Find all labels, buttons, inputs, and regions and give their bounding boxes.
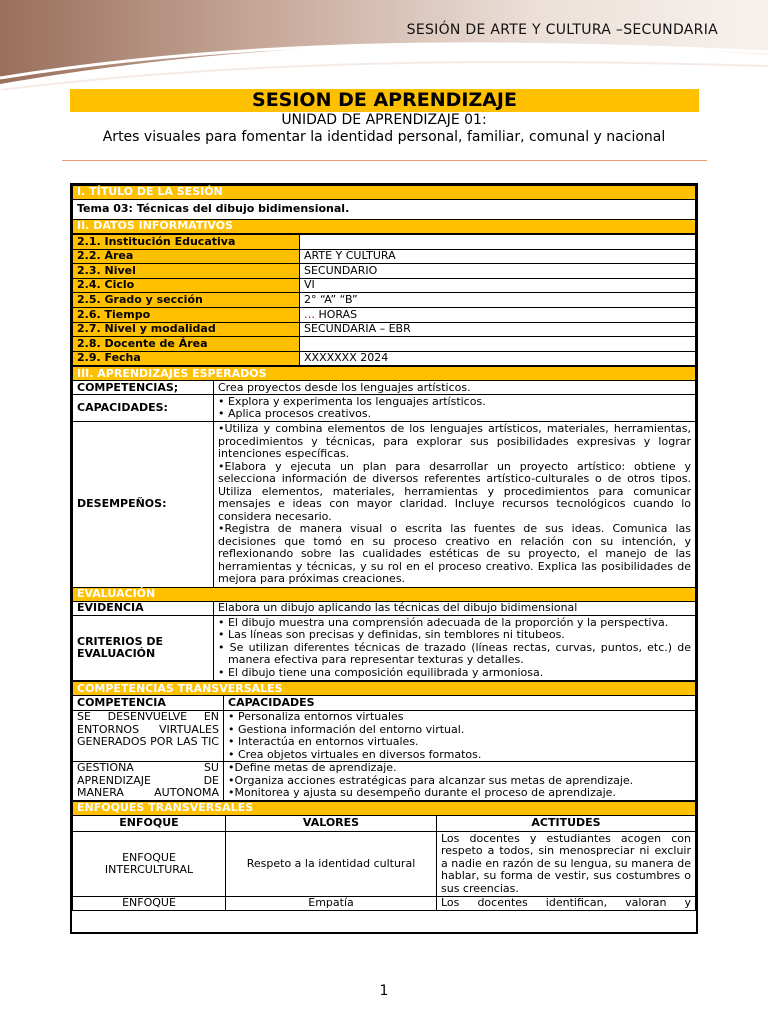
datos-label: 2.1. Institución Educativa — [73, 235, 300, 250]
table-row — [73, 897, 696, 911]
datos-value: SECUNDARIA – EBR — [300, 322, 696, 337]
enfoques-table — [72, 801, 696, 911]
unit-title: UNIDAD DE APRENDIZAJE 01: — [281, 112, 487, 128]
datos-row — [73, 264, 696, 279]
capacidades-cell — [224, 762, 696, 801]
datos-label: 2.8. Docente de Área — [73, 337, 300, 352]
aprendizajes-table — [72, 366, 696, 681]
datos-label: 2.9. Fecha — [73, 351, 300, 366]
criterio-item: • El dibujo tiene una composición equilibrada y armoniosa. — [218, 665, 544, 679]
capacidades-label: CAPACIDADES: — [73, 395, 214, 422]
datos-value — [300, 307, 696, 322]
datos-label: 2.5. Grado y sección — [73, 293, 300, 308]
desempeno-item: •Registra de manera visual o escrita las fuentes de sus ideas. Comunica las decisiones que tomó en su proceso creativo en relación con su intención, y reflexionando sobre las cualidades estéticas de su proyecto, el manejo de las herramientas y técnicas, y su rol en el proceso creativo. Explica las posibilidades de mejora para próximas creaciones. — [218, 522, 691, 586]
capacidades-cell — [224, 711, 696, 762]
datos-row — [73, 351, 696, 366]
criterio-item: • Las líneas son precisas y definidas, sin temblores ni titubeos. — [218, 628, 565, 642]
header-band — [0, 0, 768, 90]
col-header-enfoque: ENFOQUE — [73, 815, 226, 831]
competencias-transversales-table — [72, 681, 696, 801]
datos-row — [73, 249, 696, 264]
criterios-label: CRITERIOS DE EVALUACIÓN — [73, 615, 214, 681]
desempenos-value — [214, 422, 696, 588]
competencia-cell: SE DESENVUELVE EN ENTORNOS VIRTUALES GENERADOS POR LAS TIC — [73, 711, 224, 762]
datos-row — [73, 307, 696, 322]
enfoque-cell: ENFOQUE — [73, 897, 226, 911]
datos-row — [73, 278, 696, 293]
col-header-competencia: COMPETENCIA — [73, 696, 224, 711]
capacidad-item: •Organiza acciones estratégicas para alcanzar sus metas de aprendizaje. — [228, 773, 634, 787]
capacidad-item: • Interactúa en entornos virtuales. — [228, 735, 419, 749]
table-row — [73, 762, 696, 801]
header-swoosh-graphic — [0, 0, 768, 90]
capacidad-item: •Define metas de aprendizaje. — [228, 761, 397, 775]
criterios-value — [214, 615, 696, 681]
col-header-actitudes: ACTITUDES — [437, 815, 696, 831]
table-row — [73, 831, 696, 897]
section-heading-aprendizajes: III. APRENDIZAJES ESPERADOS — [73, 367, 696, 381]
header-title: SESIÓN DE ARTE Y CULTURA –SECUNDARIA — [406, 22, 718, 38]
datos-row — [73, 293, 696, 308]
capacidad-item: • Crea objetos virtuales en diversos formatos. — [228, 747, 482, 761]
separator-line — [62, 160, 707, 161]
datos-label: 2.7. Nivel y modalidad — [73, 322, 300, 337]
section-heading-evaluacion: EVALUACIÓN — [73, 587, 696, 601]
section-heading-comp-transversales: COMPETENCIAS TRANSVERSALES — [73, 682, 696, 696]
session-form — [70, 183, 698, 934]
actitudes-cell: Los docentes identifican, valoran y — [437, 897, 696, 911]
valores-cell: Empatía — [226, 897, 437, 911]
section-title-table — [72, 185, 696, 234]
desempeno-item: •Utiliza y combina elementos de los lenguajes artísticos, materiales, herramientas, procedimientos y técnicas, para explorar sus posibilidades expresivas y lograr intenciones específicas. — [218, 422, 691, 461]
time-unit: HORAS — [315, 307, 358, 321]
time-placeholder-dots: … — [304, 307, 315, 321]
datos-value: ARTE Y CULTURA — [300, 249, 696, 264]
datos-table — [72, 234, 696, 366]
col-header-valores: VALORES — [226, 815, 437, 831]
evidencia-label: EVIDENCIA — [73, 601, 214, 615]
evidencia-value: Elabora un dibujo aplicando las técnicas del dibujo bidimensional — [214, 601, 696, 615]
datos-value: SECUNDARIO — [300, 264, 696, 279]
competencias-label: COMPETENCIAS; — [73, 381, 214, 395]
actitudes-cell: Los docentes y estudiantes acogen con respeto a todos, sin menospreciar ni excluir a nadie en razón de su lengua, su manera de hablar, su forma de vestir, sus costumbres o sus creencias. — [437, 831, 696, 897]
datos-value — [300, 337, 696, 352]
datos-value: XXXXXXX 2024 — [300, 351, 696, 366]
capacidad-item: • Explora y experimenta los lenguajes artísticos. — [218, 394, 486, 408]
valores-cell: Respeto a la identidad cultural — [226, 831, 437, 897]
section-heading-enfoques: ENFOQUES TRANSVERSALES — [73, 801, 696, 815]
page-title: SESION DE APRENDIZAJE — [70, 89, 699, 112]
datos-value: VI — [300, 278, 696, 293]
datos-row — [73, 322, 696, 337]
datos-label: 2.4. Ciclo — [73, 278, 300, 293]
section-heading-datos: II. DATOS INFORMATIVOS — [73, 220, 696, 234]
datos-label: 2.2. Área — [73, 249, 300, 264]
table-row — [73, 711, 696, 762]
criterio-item: • El dibujo muestra una comprensión adecuada de la proporción y la perspectiva. — [218, 615, 669, 629]
datos-value — [300, 235, 696, 250]
unit-subtitle: Artes visuales para fomentar la identidad personal, familiar, comunal y nacional — [102, 129, 666, 145]
datos-row — [73, 337, 696, 352]
datos-value: 2° “A” “B” — [300, 293, 696, 308]
capacidades-value — [214, 395, 696, 422]
page-number: 1 — [379, 983, 389, 999]
enfoque-cell: ENFOQUE INTERCULTURAL — [73, 831, 226, 897]
desempeno-item: •Elabora y ejecuta un plan para desarrollar un proyecto artístico: obtiene y selecciona información de diversos referentes artístico-culturales o de otros tipos. Utiliza elementos, materiales, herramientas y procedimientos para comunicar mensajes e ideas con mayor claridad. Incluye recursos tecnológicos cuando lo considera necesario. — [218, 459, 691, 523]
datos-label: 2.6. Tiempo — [73, 307, 300, 322]
datos-label: 2.3. Nivel — [73, 264, 300, 279]
section-heading-title: I. TÍTULO DE LA SESIÓN — [73, 186, 696, 200]
capacidad-item: •Monitorea y ajusta su desempeño durante el proceso de aprendizaje. — [228, 786, 616, 800]
datos-row — [73, 235, 696, 250]
tema-text: Tema 03: Técnicas del dibujo bidimensional. — [73, 200, 696, 220]
competencia-cell: GESTIONA SU APRENDIZAJE DE MANERA AUTONOMA — [73, 762, 224, 801]
capacidad-item: • Aplica procesos creativos. — [218, 407, 372, 421]
competencias-value: Crea proyectos desde los lenguajes artísticos. — [214, 381, 696, 395]
col-header-capacidades: CAPACIDADES — [224, 696, 696, 711]
desempenos-label: DESEMPEÑOS: — [73, 422, 214, 588]
criterio-item: • Se utilizan diferentes técnicas de trazado (líneas rectas, curvas, puntos, etc.) de manera efectiva para representar texturas y detalles. — [218, 640, 691, 667]
capacidad-item: • Gestiona información del entorno virtual. — [228, 722, 465, 736]
capacidad-item: • Personaliza entornos virtuales — [228, 710, 404, 724]
